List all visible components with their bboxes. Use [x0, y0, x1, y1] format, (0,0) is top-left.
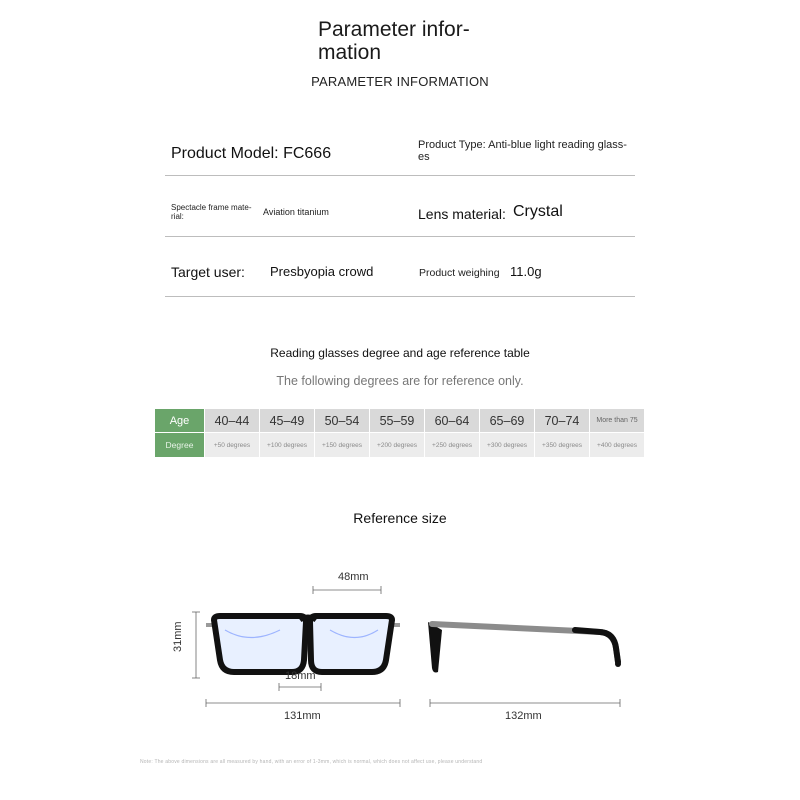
- weight-label: Product weighing: [419, 267, 500, 279]
- degree-cell: +200 degrees: [370, 433, 425, 458]
- type-value: Anti-blue light reading glass- es: [418, 139, 627, 163]
- lens-width-label: 48mm: [338, 571, 369, 583]
- age-degree-table: [155, 409, 645, 458]
- temple-length-dimension: [430, 699, 620, 707]
- model-label: Product Model: FC666: [171, 145, 332, 162]
- divider: [165, 236, 635, 237]
- lens-value: Crystal: [513, 203, 563, 220]
- age-header: Age: [155, 409, 205, 433]
- age-cell: 40–44: [205, 409, 260, 433]
- bridge-label: 18mm: [285, 670, 316, 682]
- age-cell: 45–49: [260, 409, 315, 433]
- frame-label: Spectacle frame mate- rial:: [171, 203, 252, 221]
- table-subtitle: The following degrees are for reference only.: [276, 374, 524, 388]
- reference-size-title: Reference size: [353, 510, 447, 526]
- lens-height-dimension: [192, 612, 200, 678]
- divider: [165, 175, 635, 176]
- degree-cell: +350 degrees: [535, 433, 590, 458]
- frame-value: Aviation titanium: [263, 207, 329, 217]
- degree-header: Degree: [155, 433, 205, 458]
- page-subtitle: PARAMETER INFORMATION: [311, 74, 489, 89]
- age-cell: 50–54: [315, 409, 370, 433]
- divider: [165, 296, 635, 297]
- model-value: FC666: [283, 145, 332, 162]
- temple-length-label: 132mm: [505, 710, 542, 722]
- weight-value: 11.0g: [510, 264, 542, 279]
- degree-cell: +100 degrees: [260, 433, 315, 458]
- age-cell: 60–64: [425, 409, 480, 433]
- age-cell: More than 75: [590, 409, 645, 433]
- page-title: Parameter infor- mation: [318, 18, 470, 64]
- frame-width-dimension: [206, 699, 400, 707]
- user-label: Target user:: [171, 264, 245, 280]
- footnote: Note: The above dimensions are all measured by hand, with an error of 1-3mm, which is normal, which does not affect use, please understand: [140, 759, 483, 765]
- degree-cell: +300 degrees: [480, 433, 535, 458]
- glasses-front-icon: [206, 616, 400, 672]
- user-value: Presbyopia crowd: [270, 264, 374, 279]
- type-block: Product Type: Anti-blue light reading glass- es: [418, 139, 627, 163]
- lens-height-label: 31mm: [172, 621, 184, 652]
- glasses-diagram: [0, 560, 800, 740]
- bridge-dimension: [279, 683, 321, 691]
- age-cell: 55–59: [370, 409, 425, 433]
- glasses-side-icon: [428, 622, 621, 673]
- age-cell: 70–74: [535, 409, 590, 433]
- degree-cell: +150 degrees: [315, 433, 370, 458]
- frame-width-label: 131mm: [284, 710, 321, 722]
- degree-cell: +400 degrees: [590, 433, 645, 458]
- degree-cell: +50 degrees: [205, 433, 260, 458]
- age-cell: 65–69: [480, 409, 535, 433]
- table-title: Reading glasses degree and age reference table: [270, 346, 530, 360]
- lens-width-dimension: [313, 586, 381, 594]
- degree-cell: +250 degrees: [425, 433, 480, 458]
- lens-label: Lens material:: [418, 206, 506, 222]
